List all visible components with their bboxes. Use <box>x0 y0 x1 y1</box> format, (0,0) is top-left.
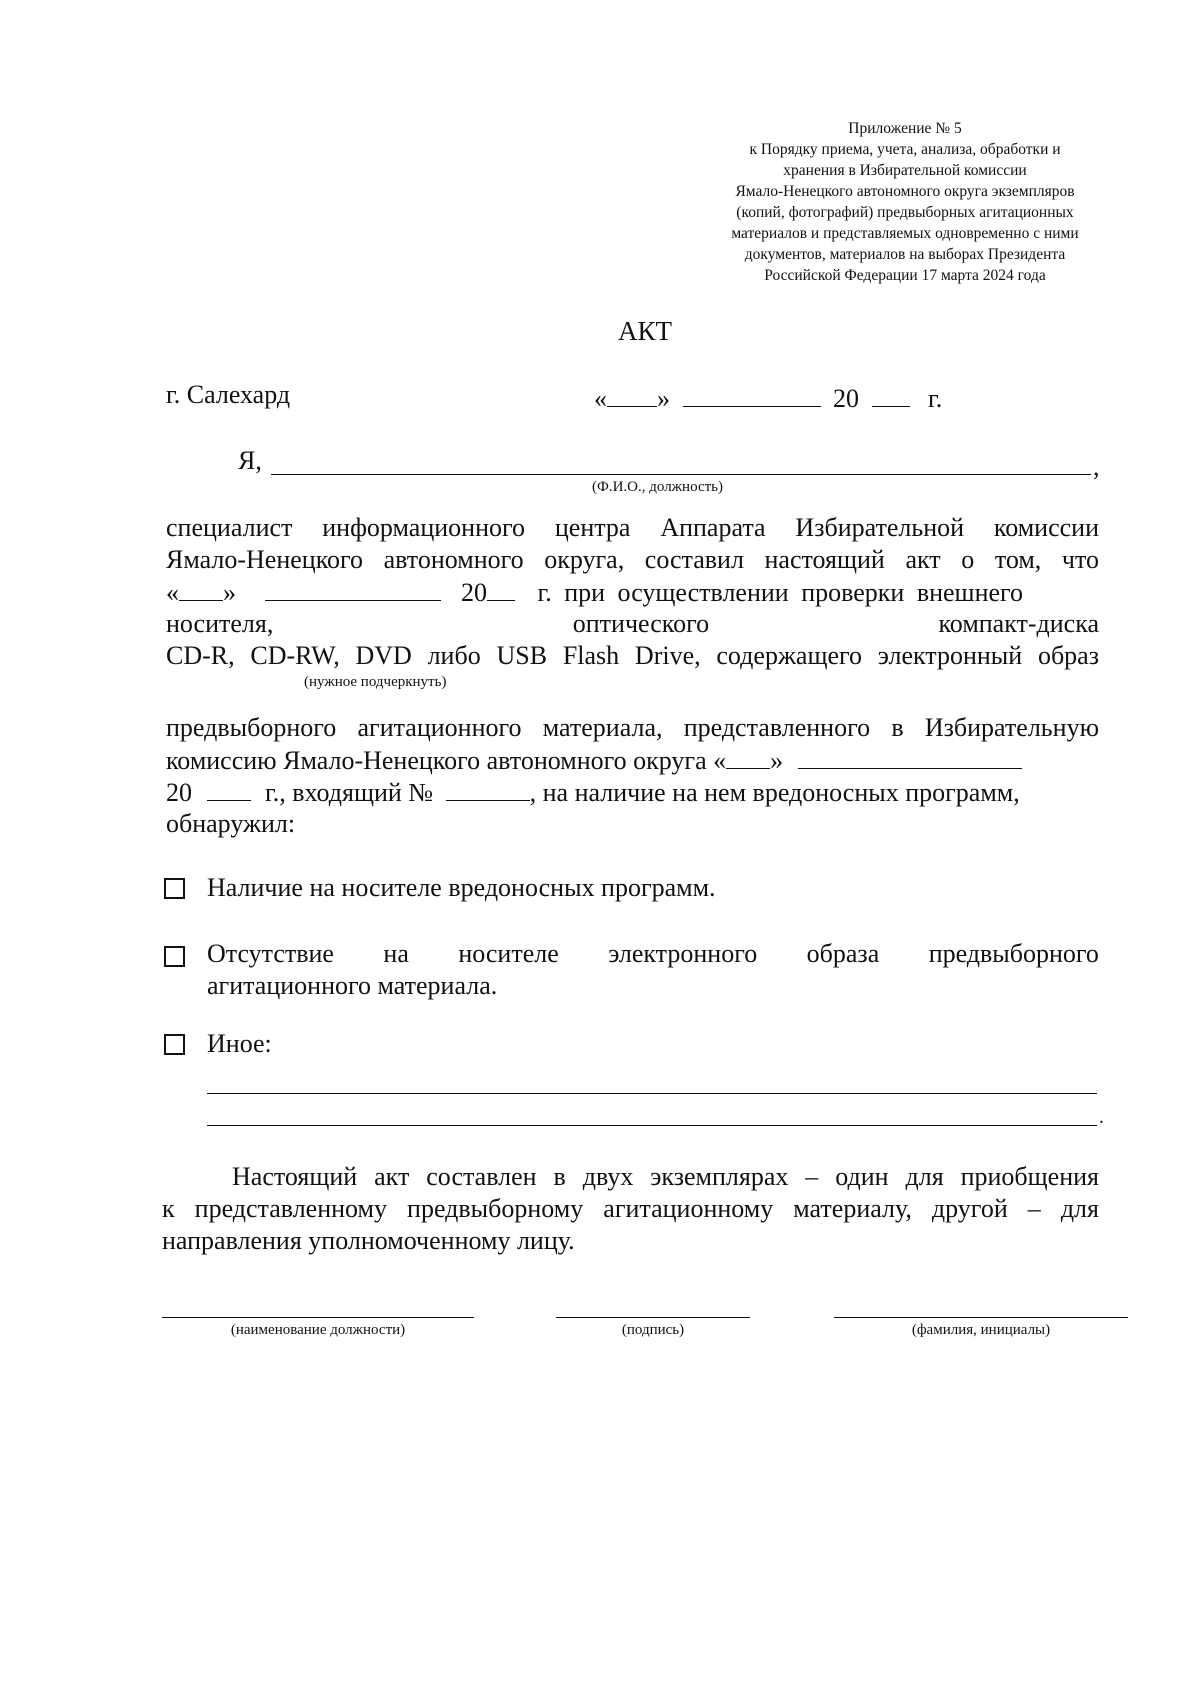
month-blank[interactable] <box>798 744 1022 769</box>
signature-caption: (подпись) <box>621 1322 685 1338</box>
checkbox-missing-material[interactable] <box>164 946 185 967</box>
day-blank[interactable] <box>179 576 223 601</box>
year-suffix: г. <box>928 384 943 413</box>
city-label: г. Салехард <box>166 380 291 409</box>
declarant-prefix: Я, <box>238 446 262 475</box>
close-quote: » <box>770 746 784 775</box>
checkbox-malware[interactable] <box>164 878 185 899</box>
body-word: носителя, <box>166 609 274 638</box>
declarant-comma: , <box>1093 452 1100 481</box>
body-line: Ямало-Ненецкого автономного округа, составил настоящий акт о том, что <box>166 545 1099 574</box>
option-label <box>207 938 1099 969</box>
declarant-blank[interactable] <box>271 474 1091 475</box>
body-line: предвыборного агитационного материала, представленного в Избирательную <box>166 713 1099 742</box>
declarant-caption: (Ф.И.О., должность) <box>592 479 723 495</box>
option-label: Иное: <box>207 1029 272 1058</box>
appendix-line: (копий, фотографий) предвыборных агитационных <box>736 204 1074 221</box>
year-blank[interactable] <box>207 776 251 801</box>
body-line <box>166 576 1099 608</box>
other-blank-line[interactable] <box>207 1125 1097 1126</box>
checkbox-other[interactable] <box>164 1034 185 1055</box>
closing-line: к представленному предвыборному агитационному материалу, другой – для <box>162 1194 1099 1223</box>
body-line: специалист информационного центра Аппарата Избирательной комиссии <box>166 513 1099 542</box>
body-text: , на наличие на нем вредоносных программ, <box>529 778 1020 807</box>
option-label: агитационного материала. <box>207 971 498 1000</box>
name-caption: (фамилия, инициалы) <box>911 1322 1051 1338</box>
incoming-number-blank[interactable] <box>446 776 530 801</box>
open-quote: « <box>594 384 607 413</box>
other-period: . <box>1099 1106 1104 1128</box>
appendix-line: хранения в Избирательной комиссии <box>783 162 1027 179</box>
year-prefix: 20 <box>461 578 487 607</box>
year-blank[interactable] <box>487 576 515 601</box>
year-blank[interactable] <box>872 382 910 407</box>
appendix-line: Российской Федерации 17 марта 2024 года <box>764 267 1046 284</box>
option-word: носителе <box>458 939 559 968</box>
close-quote: » <box>223 578 236 607</box>
closing-line: Настоящий акт составлен в двух экземплярах – один для приобщения <box>232 1162 1099 1191</box>
body-line <box>166 608 1099 639</box>
body-text: г., входящий № <box>265 778 434 807</box>
open-quote: « <box>166 578 179 607</box>
signature-line[interactable] <box>556 1317 750 1318</box>
close-quote: » <box>657 384 670 413</box>
appendix-line: к Порядку приема, учета, анализа, обработки и <box>749 141 1061 158</box>
year-prefix: 20 <box>833 384 859 413</box>
month-blank[interactable] <box>683 382 821 407</box>
option-word: предвыборного <box>928 939 1099 968</box>
body-text: комиссию Ямало-Ненецкого автономного округа « <box>166 746 727 775</box>
month-blank[interactable] <box>265 576 441 601</box>
body-text: г. при осуществлении проверки внешнего <box>537 578 1024 607</box>
document-title: АКТ <box>618 316 672 346</box>
option-label: Наличие на носителе вредоносных программ. <box>207 873 716 902</box>
appendix-header <box>690 118 1120 286</box>
closing-line: направления уполномоченному лицу. <box>162 1226 575 1255</box>
year-prefix: 20 <box>166 778 192 807</box>
appendix-line: Приложение № 5 <box>848 120 962 137</box>
body-word: компакт-диска <box>938 609 1099 638</box>
day-blank[interactable] <box>726 744 770 769</box>
appendix-line: документов, материалов на выборах Президента <box>744 246 1066 263</box>
underline-caption: (нужное подчеркнуть) <box>304 674 447 690</box>
position-signature-line[interactable] <box>162 1317 474 1318</box>
body-line <box>166 776 1099 808</box>
option-word: образа <box>806 939 880 968</box>
day-blank[interactable] <box>607 382 657 407</box>
option-word: на <box>383 939 409 968</box>
position-caption: (наименование должности) <box>230 1322 406 1338</box>
appendix-line: Ямало-Ненецкого автономного округа экземпляров <box>735 183 1075 200</box>
body-line <box>166 744 1099 776</box>
other-blank-line[interactable] <box>207 1093 1097 1094</box>
option-word: электронного <box>608 939 758 968</box>
appendix-line: материалов и представляемых одновременно с ними <box>731 225 1079 242</box>
date-field <box>594 382 942 414</box>
body-word: оптического <box>572 609 710 638</box>
body-line: обнаружил: <box>166 809 296 838</box>
body-line: CD-R, CD-RW, DVD либо USB Flash Drive, содержащего электронный образ <box>166 641 1099 670</box>
name-signature-line[interactable] <box>834 1317 1128 1318</box>
option-word: Отсутствие <box>207 939 334 968</box>
